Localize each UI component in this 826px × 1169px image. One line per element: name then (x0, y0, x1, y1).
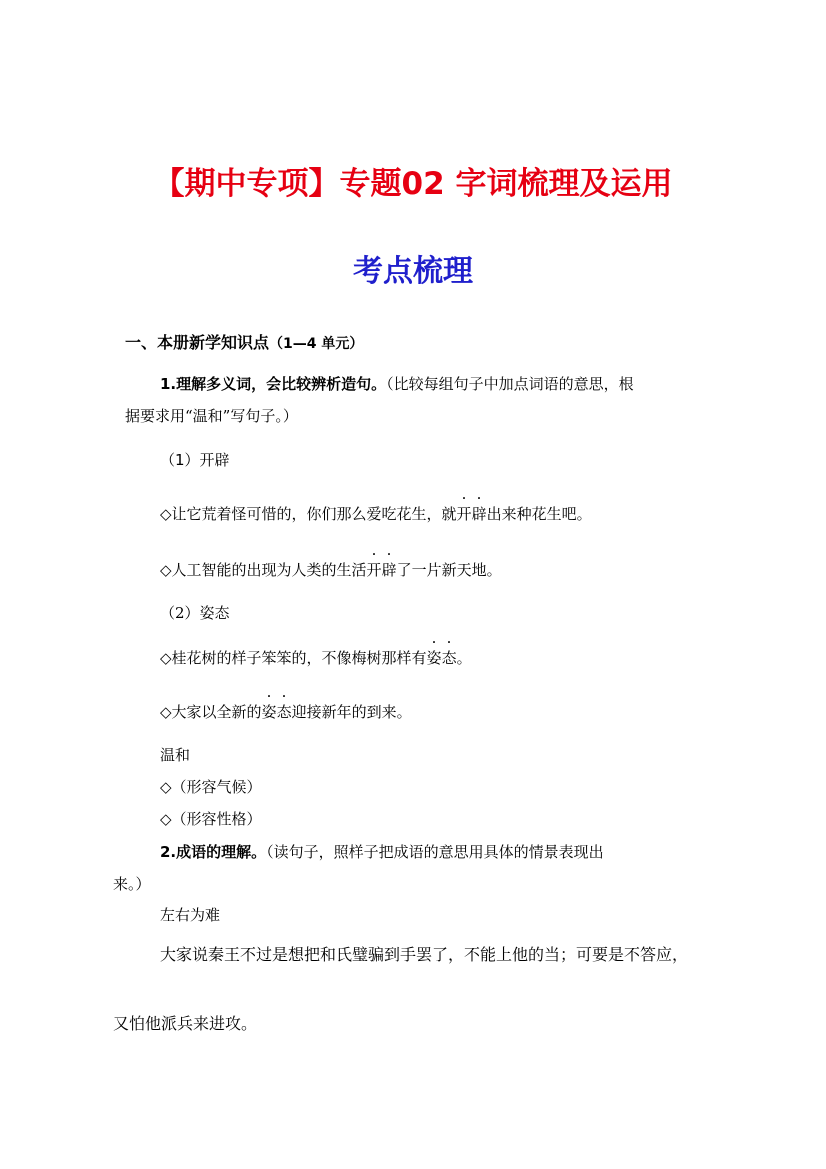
q2-label: 2.成语的理解。 (160, 843, 267, 861)
q1-line (160, 374, 634, 394)
dotted-word-char: 姿 (426, 649, 442, 667)
q1-instruction-b: 据要求用“温和”写句子。） (125, 407, 298, 425)
group1-sentence-2 (160, 560, 502, 580)
q2-line (160, 842, 604, 862)
example-sentence-line-1: 大家说秦王不过是想把和氏璧骗到手罢了，不能上他的当；可要是不答应， (160, 945, 689, 964)
wenhe-label: 温和 (160, 746, 191, 764)
section-heading-range: （1—4 单元） (269, 336, 364, 352)
dotted-word-char: 开 (366, 561, 382, 579)
dotted-word-char: 开 (456, 505, 472, 523)
sentence-text: ◇大家以全新的 (160, 703, 262, 721)
group2-label: （2）姿态 (160, 604, 230, 622)
group2-sentence-2 (160, 702, 412, 722)
q1-instruction-a: （比较每组句子中加点词语的意思，根 (386, 375, 634, 393)
sentence-text: 了一片新天地。 (396, 561, 502, 579)
document-title: 【期中专项】专题02 字词梳理及运用 (153, 166, 673, 202)
dotted-word-char: 态 (276, 703, 292, 721)
sentence-text: ◇桂花树的样子笨笨的，不像梅树那样有 (160, 649, 427, 667)
q2-instruction-b: 来。） (113, 875, 151, 893)
group2-sentence-1 (160, 648, 472, 668)
sentence-text: ◇人工智能的出现为人类的生活 (160, 561, 367, 579)
example-sentence-line-2: 又怕他派兵来进攻。 (113, 1014, 258, 1033)
dotted-word-char: 辟 (471, 505, 487, 523)
idiom-label: 左右为难 (160, 906, 221, 924)
sentence-text: 出来种花生吧。 (486, 505, 592, 523)
sentence-text: 迎接新年的到来。 (291, 703, 412, 721)
group1-sentence-1 (160, 504, 592, 524)
q1-label: 1.理解多义词，会比较辨析造句。 (160, 375, 387, 393)
wenhe-character-line: ◇（形容性格） (160, 810, 262, 828)
dotted-word-char: 辟 (381, 561, 397, 579)
sentence-text: 。 (456, 649, 472, 667)
document-subtitle: 考点梳理 (353, 254, 473, 289)
dotted-word-char: 态 (441, 649, 457, 667)
sentence-text: ◇让它荒着怪可惜的，你们那么爱吃花生，就 (160, 505, 457, 523)
group1-label: （1）开辟 (160, 451, 230, 469)
q2-instruction-a: （读句子，照样子把成语的意思用具体的情景表现出 (266, 843, 604, 861)
wenhe-climate-line: ◇（形容气候） (160, 778, 262, 796)
section-heading-text: 一、本册新学知识点 (125, 333, 270, 352)
dotted-word-char: 姿 (261, 703, 277, 721)
section-heading (125, 330, 363, 353)
